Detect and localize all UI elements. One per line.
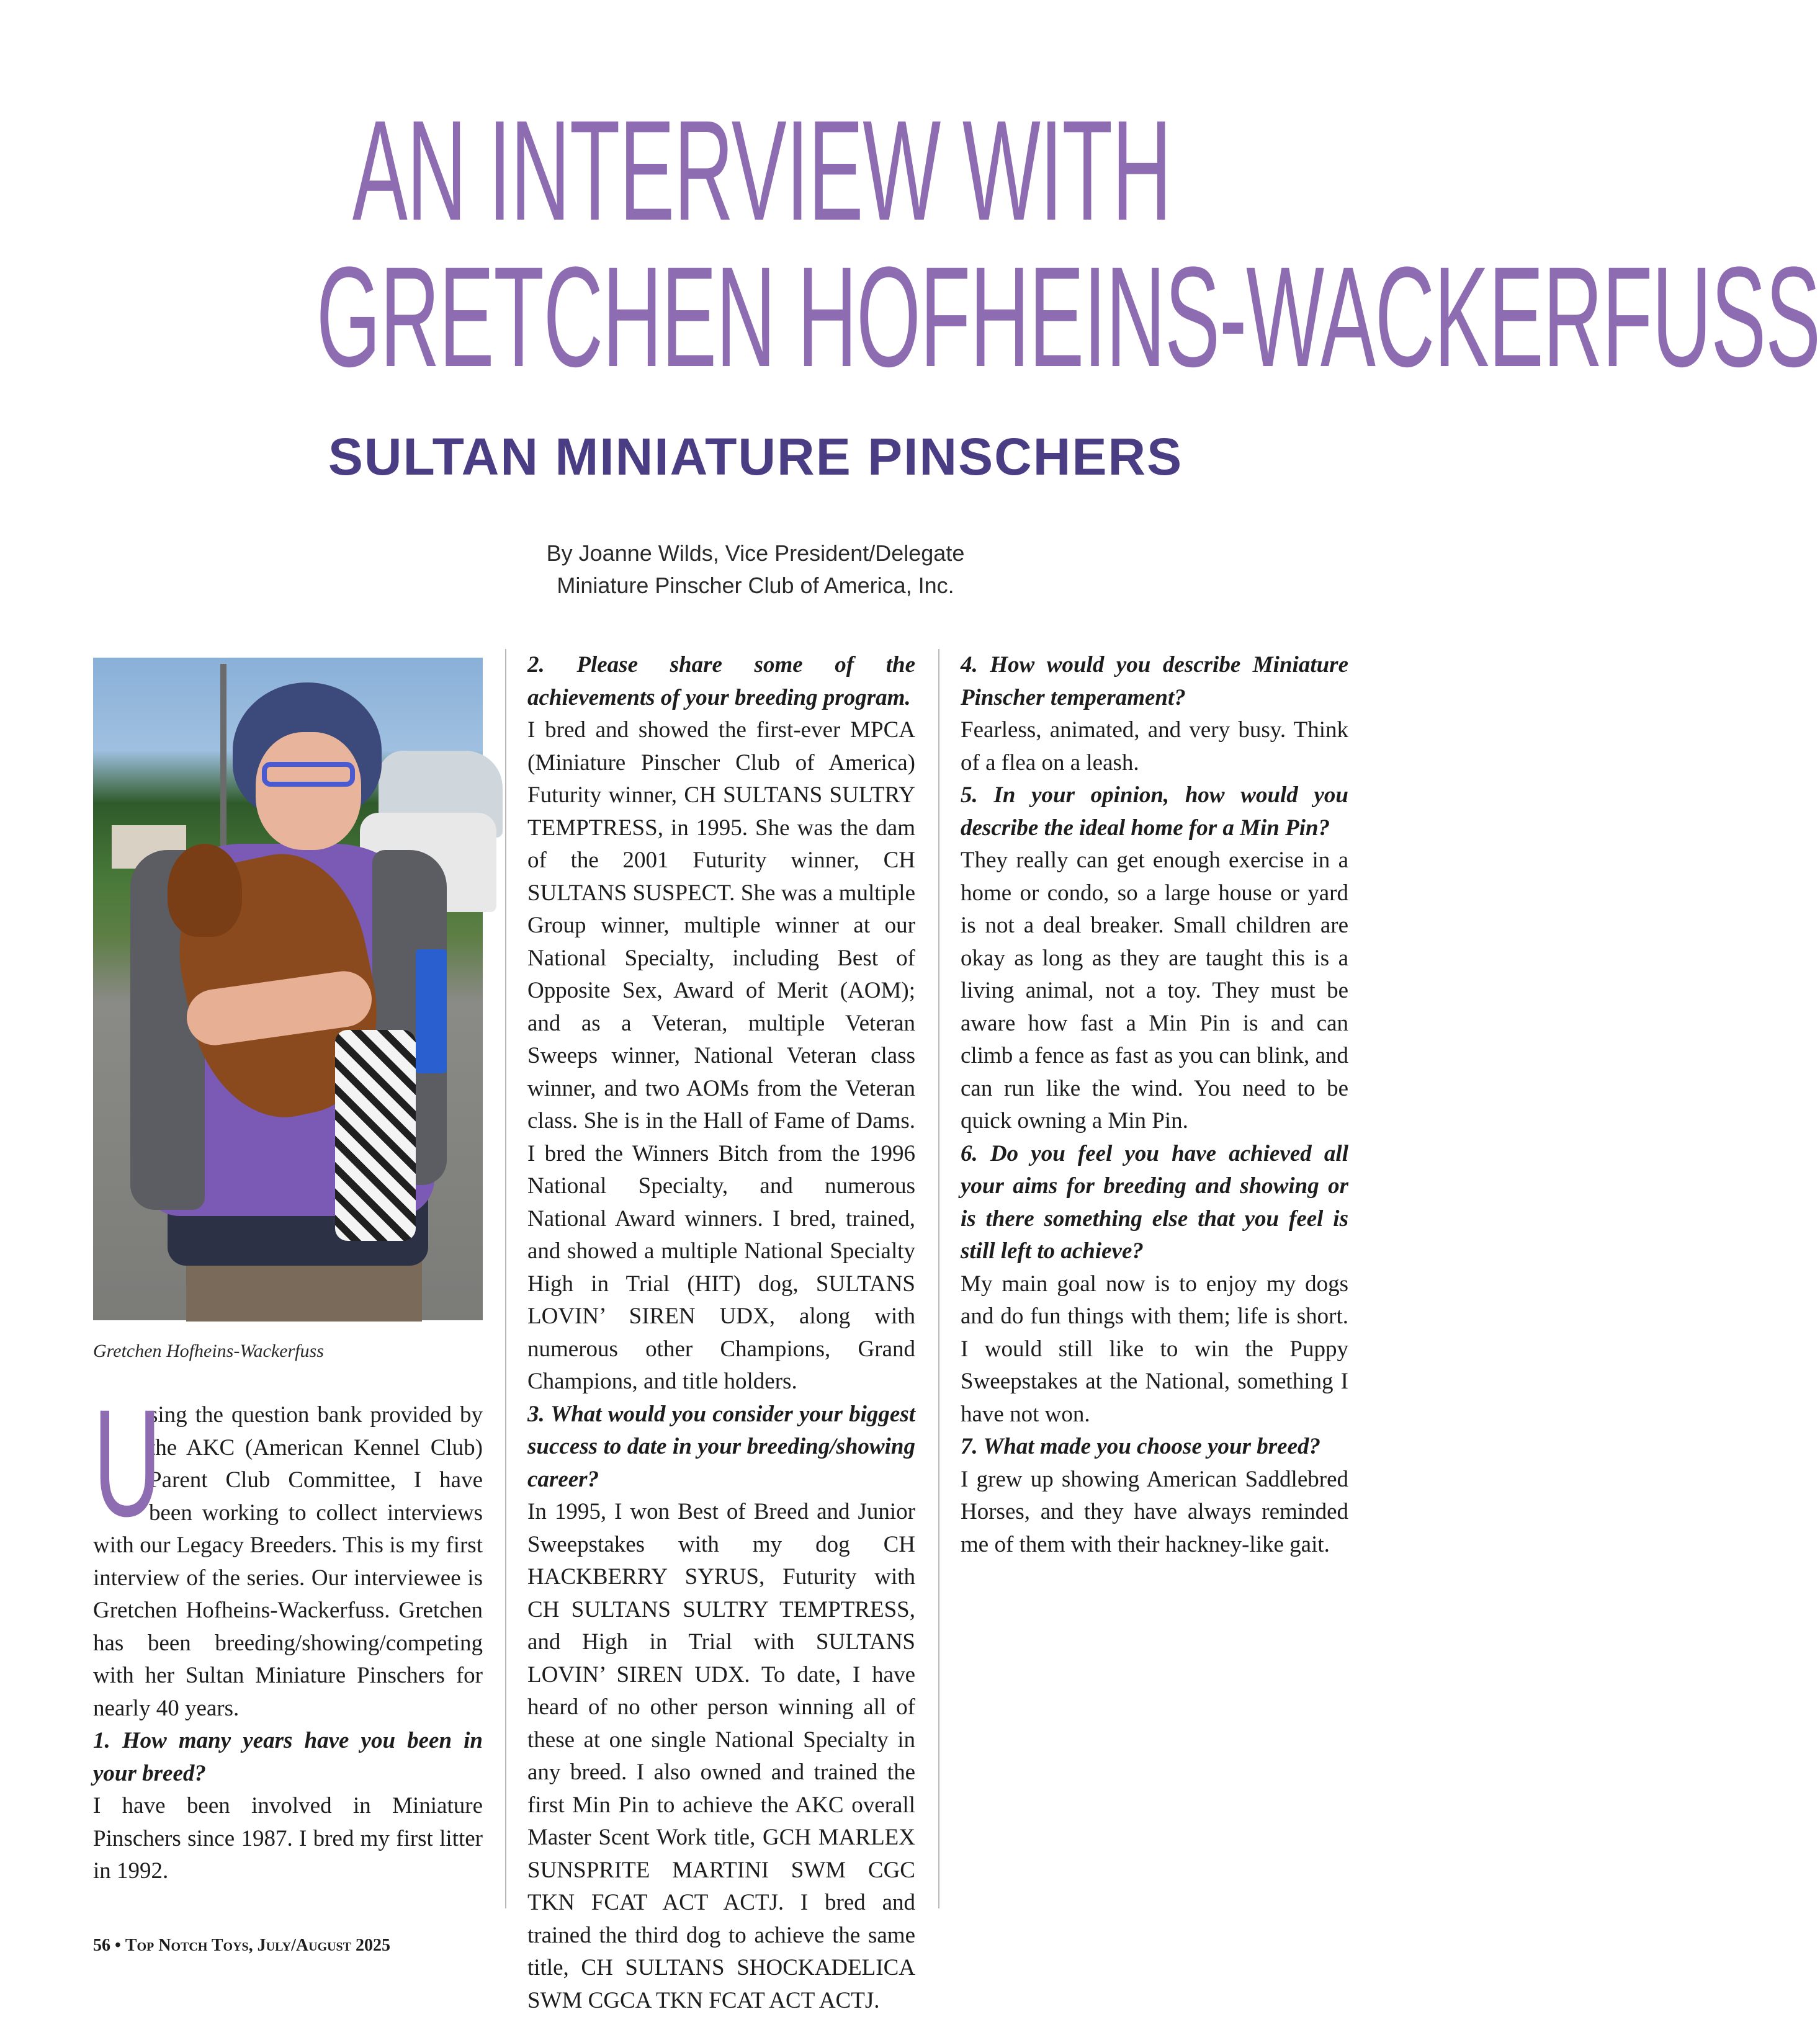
answer-1: I have been involved in Miniature Pinschers since 1987. I bred my first litter in 1992.	[93, 1793, 483, 1884]
column-divider	[938, 649, 939, 1908]
question-5: 5. In your opinion, how would you describe the ideal home for a Min Pin?	[961, 782, 1348, 841]
answer-5: They really can get enough exercise in a home or condo, so a large house or yard is not a deal breaker. Small children are okay as long as they are taught this is a living animal, not a toy. They must be aware how fast a Min Pin is and can climb a fence as fast as you can blink, and can run like the wind. You need to be quick owning a Min Pin.	[961, 847, 1348, 1134]
byline-author: By Joanne Wilds, Vice President/Delegate	[546, 540, 965, 566]
photo-caption: Gretchen Hofheins-Wackerfuss	[93, 1341, 324, 1361]
intro-paragraph	[93, 1378, 483, 1725]
answer-2: I bred and showed the first-ever MPCA (Miniature Pinscher Club of America) Futurity winner, CH SULTANS SULTRY TEMPTRESS, in 1995. She was the dam of the 2001 Futurity winner, CH SULTANS SUSPECT. She was a multiple Group winner, multiple winner at our National Specialty, including Best of Opposite Sex, Award of Merit (AOM); and as a Veteran, multiple Veteran Sweeps winner, National Veteran class winner, and two AOMs from the Veteran class. She is in the Hall of Fame of Dams. I bred the Winners Bitch from the 1996 National Specialty, and numerous National Award winners. I bred, trained, and showed a multiple National Specialty High in Trial (HIT) dog, SULTANS LOVIN’ SIREN UDX, along with numerous other Champions, Grand Champions, and title holders.	[527, 717, 915, 1394]
title-line-1: AN INTERVIEW WITH	[352, 91, 1172, 250]
question-1: 1. How many years have you been in your breed?	[93, 1728, 483, 1786]
answer-6: My main goal now is to enjoy my dogs and do fun things with them; life is short. I would still like to win the Puppy Sweepstakes at the National, something I have not won.	[961, 1271, 1348, 1427]
question-6: 6. Do you feel you have achieved all your aims for breeding and showing or is there something else that you feel is still left to achieve?	[961, 1140, 1348, 1264]
answer-3: In 1995, I won Best of Breed and Junior Sweepstakes with my dog CH HACKBERRY SYRUS, Futurity with CH SULTANS SULTRY TEMPTRESS, and High in Trial with SULTANS LOVIN’ SIREN UDX. To date, I have heard of no other person winning all of these at one single National Specialty in any breed. I also owned and trained the first Min Pin to achieve the AKC overall Master Scent Work title, GCH MARLEX SUNSPRITE MARTINI SWM CGC TKN FCAT ACT ACTJ. I bred and trained the third dog to achieve the same title, CH SULTANS SHOCKADELICA SWM CGCA TKN FCAT ACT ACTJ.	[527, 1499, 915, 2013]
drop-cap: U	[93, 1378, 162, 1549]
page-number: 56	[93, 1936, 110, 1955]
answer-7: I grew up showing American Saddlebred Horses, and they have always reminded me of them with their hackney-like gait.	[961, 1466, 1348, 1557]
answer-4: Fearless, animated, and very busy. Think of a flea on a leash.	[961, 717, 1348, 776]
column-divider	[505, 649, 506, 1908]
publication-name: Top Notch Toys, July/August 2025	[125, 1936, 390, 1955]
article-column-1	[93, 1378, 483, 1888]
byline-organization: Miniature Pinscher Club of America, Inc.	[557, 573, 954, 598]
portrait-photo	[93, 658, 483, 1320]
question-3: 3. What would you consider your biggest success to date in your breeding/showing career?	[527, 1401, 915, 1492]
footer-separator: •	[110, 1936, 125, 1955]
page-footer	[93, 1934, 390, 1957]
question-7: 7. What made you choose your breed?	[961, 1434, 1321, 1459]
subtitle: SULTAN MINIATURE PINSCHERS	[328, 427, 1183, 486]
question-4: 4. How would you describe Miniature Pinscher temperament?	[961, 652, 1348, 710]
article-column-2	[527, 649, 915, 2017]
intro-text: sing the question bank provided by the AKC (American Kennel Club) Parent Club Committee, I have been working to collect interviews with our Legacy Breeders. This is my first interview of the series. Our interviewee is Gretchen Hofheins-Wackerfuss. Gretchen has been breeding/showing/competing with her Sultan Miniature Pinschers for nearly 40 years.	[93, 1402, 483, 1721]
article-column-3	[961, 649, 1348, 1561]
question-2: 2. Please share some of the achievements of your breeding program.	[527, 652, 915, 710]
byline	[0, 537, 1523, 602]
title-line-2: GRETCHEN HOFHEINS-WACKERFUSS	[316, 237, 1820, 396]
